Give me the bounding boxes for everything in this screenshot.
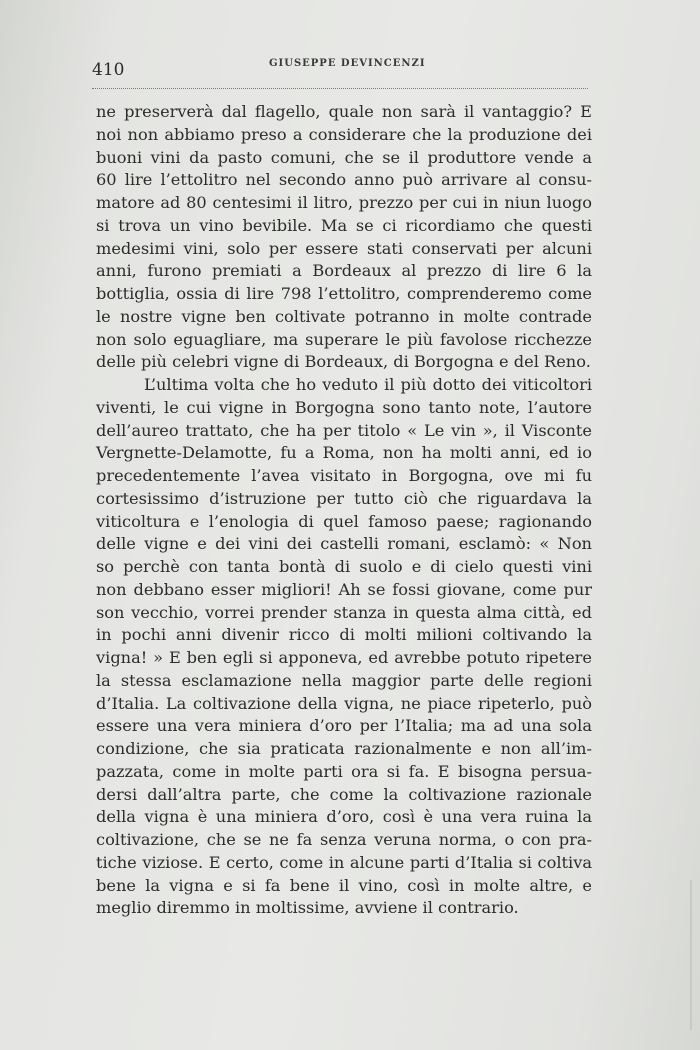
text-line: precedentemente l’avea visitato in Borgogna, ove mi fu [96, 466, 592, 485]
paragraph-start-line: L’ultima volta che ho veduto il più dotto dei viticoltori [144, 375, 592, 394]
page-number: 410 [92, 60, 125, 80]
text-line: non debbano esser migliori! Ah se fossi giovane, come pur [96, 579, 592, 599]
text-line: dersi dall’altra parte, che come la coltivazione razionale [96, 784, 592, 804]
text-line: essere una vera miniera d’oro per l’Italia; ma ad una sola [96, 716, 592, 736]
text-line: tiche viziose. E certo, come in alcune parti d’Italia si coltiva [96, 852, 592, 872]
text-line: le nostre vigne ben coltivate potranno in molte contrade [96, 306, 592, 326]
text-line: viventi, le cui vigne in Borgogna sono tanto note, l’autore [96, 397, 592, 417]
page-edge-shadow [690, 880, 692, 1030]
body-text [96, 101, 592, 920]
text-line: bottiglia, ossia di lire 798 l’ettolitro, comprenderemo come [96, 284, 592, 303]
text-line: meglio diremmo in moltissime, avviene il contrario. [96, 898, 519, 918]
text-line: bene la vigna e si fa bene il vino, così in molte altre, e [96, 875, 592, 895]
text-line: Vergnette-Delamotte, fu a Roma, non ha molti anni, ed io [96, 443, 592, 463]
text-line: coltivazione, che se ne fa senza veruna norma, o con pra- [96, 830, 592, 849]
text-line: ne preserverà dal flagello, quale non sarà il vantaggio? E [96, 102, 592, 121]
running-head: GIUSEPPE DEVINCENZI [269, 58, 426, 69]
text-line: viticoltura e l’enologia di quel famoso paese; ragionando [96, 511, 592, 531]
text-line: in pochi anni divenir ricco di molti milioni coltivando la [96, 625, 592, 645]
text-line: pazzata, come in molte parti ora si fa. E bisogna persua- [96, 761, 592, 781]
text-line: 60 lire l’ettolitro nel secondo anno può arrivare al consu- [96, 170, 592, 190]
text-line: vigna! » E ben egli si apponeva, ed avrebbe potuto ripetere [96, 648, 592, 667]
text-line: si trova un vino bevibile. Ma se ci ricordiamo che questi [96, 215, 592, 235]
text-line: la stessa esclamazione nella maggior parte delle regioni [96, 670, 592, 690]
text-line: so perchè con tanta bontà di suolo e di cielo questi vini [96, 557, 592, 576]
text-line: d’Italia. La coltivazione della vigna, ne piace ripeterlo, può [96, 693, 592, 713]
text-line: noi non abbiamo preso a considerare che la produzione dei [96, 124, 592, 144]
text-line: buoni vini da pasto comuni, che se il produttore vende a [96, 147, 592, 167]
text-line: cortesissimo d’istruzione per tutto ciò che riguardava la [96, 488, 592, 508]
text-line: non solo eguagliare, ma superare le più favolose ricchezze [96, 329, 592, 349]
text-line: matore ad 80 centesimi il litro, prezzo per cui in niun luogo [96, 193, 592, 212]
text-line: delle vigne e dei vini dei castelli romani, esclamò: « Non [96, 534, 592, 554]
text-line: delle più celebri vigne di Bordeaux, di Borgogna e del Reno. [96, 352, 591, 372]
text-line: medesimi vini, solo per essere stati conservati per alcuni [96, 238, 592, 258]
text-line: della vigna è una miniera d’oro, così è una vera ruina la [96, 807, 592, 827]
text-line: anni, furono premiati a Bordeaux al prezzo di lire 6 la [96, 261, 592, 281]
text-line: condizione, che sia praticata razionalmente e non all’im- [96, 739, 592, 758]
text-line: dell’aureo trattato, che ha per titolo « Le vin », il Visconte [96, 420, 592, 440]
page-header [92, 54, 588, 89]
text-line: son vecchio, vorrei prender stanza in questa alma città, ed [96, 602, 592, 622]
